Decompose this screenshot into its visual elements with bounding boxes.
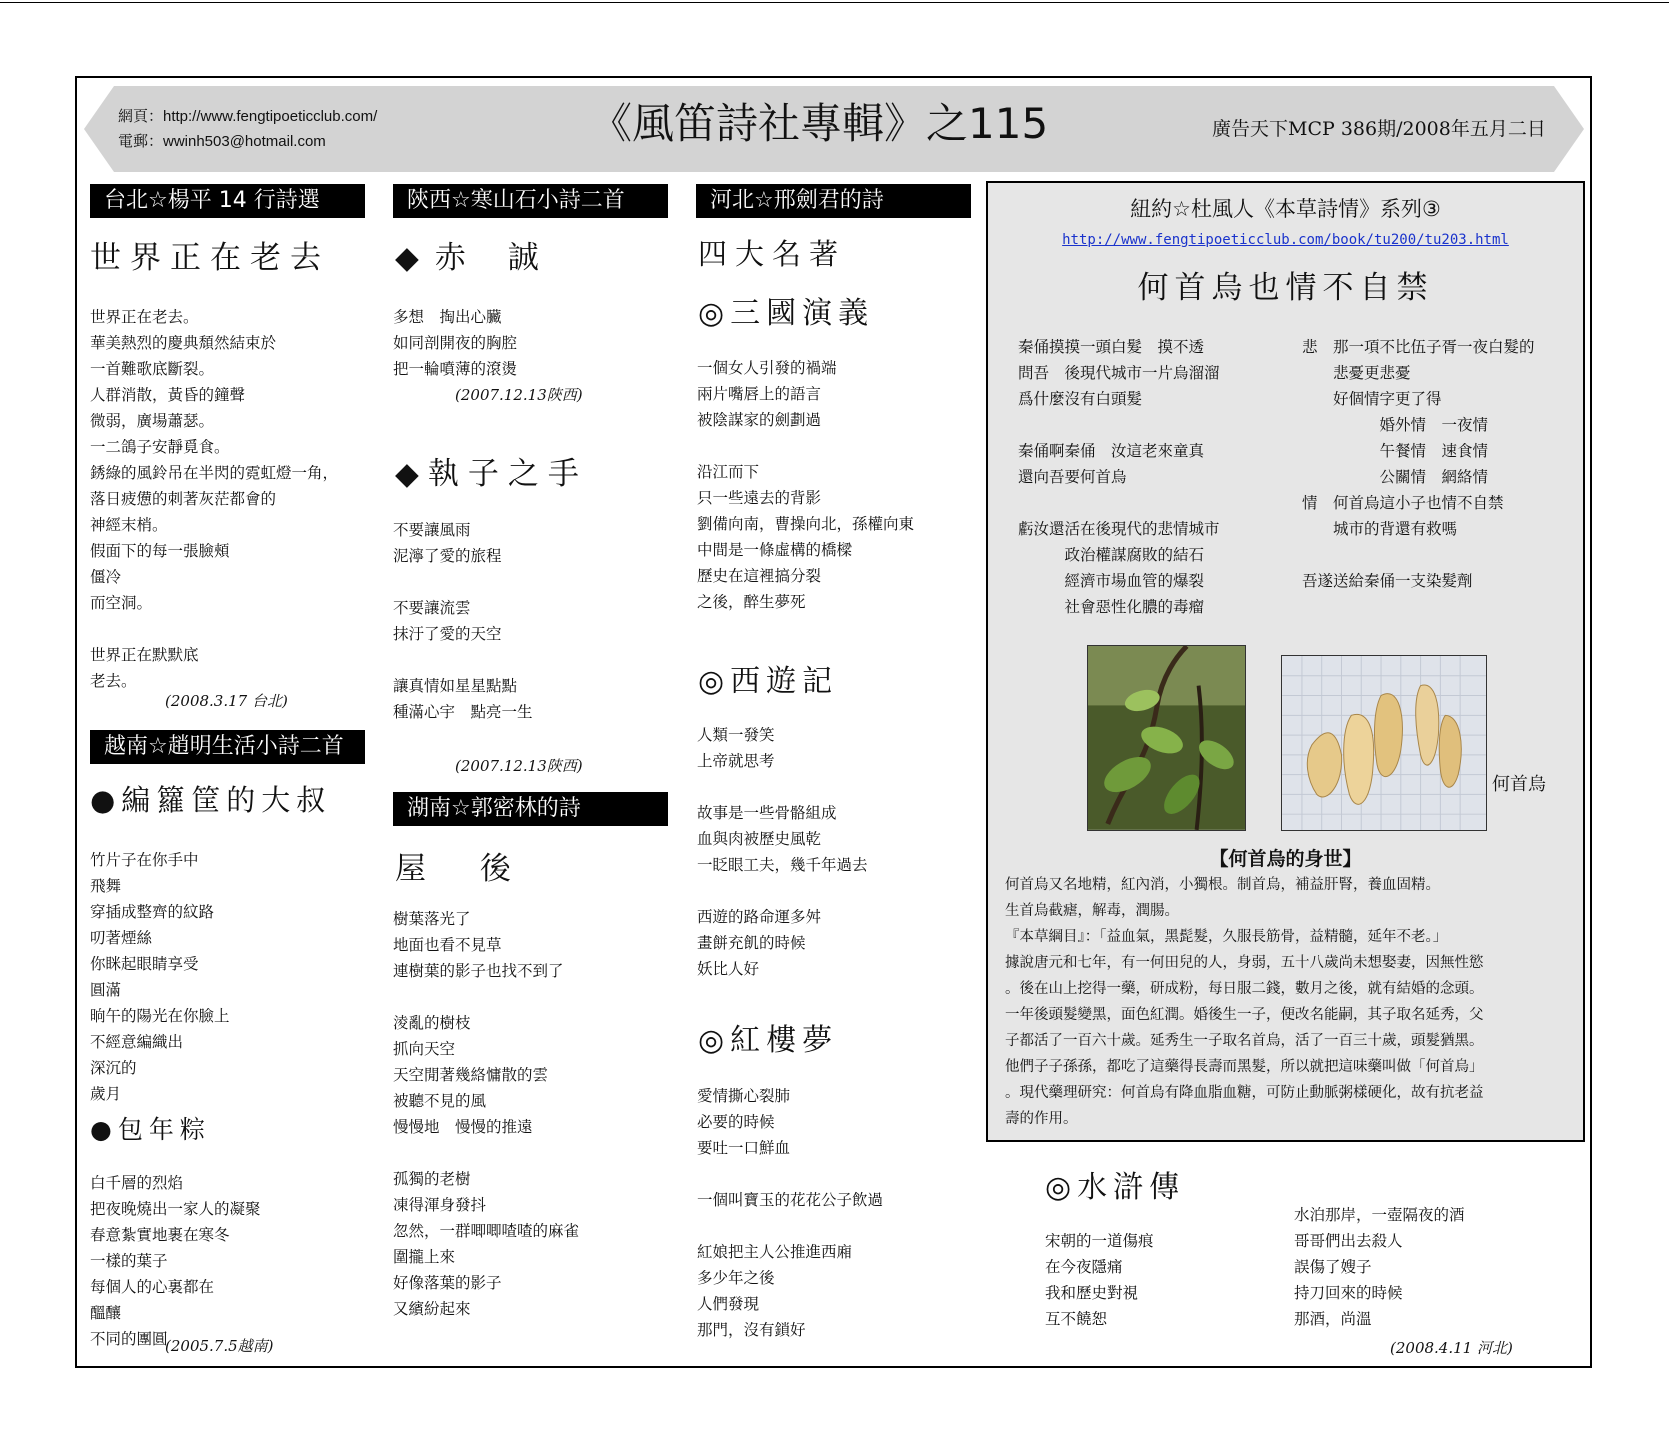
text-line: 劉備向南，曹操向北，孫權向東 xyxy=(697,515,915,533)
poem-subtitle-journey-west: ◎西遊記 xyxy=(698,664,839,699)
text-line: 一樣的葉子 xyxy=(90,1252,168,1270)
text-line: 世界正在老去。 xyxy=(90,308,199,326)
poem-date: (2007.12.13陝西) xyxy=(455,757,583,775)
email-label[interactable]: 電郵：wwinh503@hotmail.com xyxy=(118,133,326,150)
text-line: 僵冷 xyxy=(90,568,122,586)
photo-caption: 何首烏 xyxy=(1492,774,1546,795)
text-line: 經濟市場血管的爆裂 xyxy=(1018,572,1205,590)
text-line: 你眯起眼睛享受 xyxy=(90,955,199,973)
text-line: 那酒，尚溫 xyxy=(1294,1310,1372,1328)
text-line: 不要讓風雨 xyxy=(393,521,471,539)
poem-title-sincerity: ◆赤 誠 xyxy=(395,240,555,276)
text-line: 連樹葉的影子也找不到了 xyxy=(393,962,564,980)
text-line: 地面也看不見草 xyxy=(393,936,502,954)
text-line: 晌午的陽光在你臉上 xyxy=(90,1007,230,1025)
contact-info xyxy=(118,104,377,154)
source-link[interactable]: http://www.fengtipoeticclub.com/book/tu200/tu203.html xyxy=(1062,232,1509,248)
text-line: 穿插成整齊的紋路 xyxy=(90,903,215,921)
text-line: 多想 掏出心臟 xyxy=(393,308,502,326)
poem-subtitle-three-kingdoms: ◎三國演義 xyxy=(698,296,875,331)
text-line: 淩亂的樹枝 xyxy=(393,1014,471,1032)
text-line xyxy=(1018,412,1220,438)
text-line: 世界正在默默底 xyxy=(90,646,199,664)
poem-body-three-kingdoms xyxy=(697,355,914,615)
text-line: 一二鴿子安靜覓食。 xyxy=(90,438,230,456)
text-line: 爲什麼沒有白頭髮 xyxy=(1018,390,1143,408)
text-line: 抓向天空 xyxy=(393,1040,456,1058)
text-line: 假面下的每一張臉頰 xyxy=(90,542,230,560)
text-line: 之後，醉生夢死 xyxy=(697,593,806,611)
text-line: 據說唐元和七年，有一何田兒的人，身弱，五十八歲尚未想娶妻，因無性慾 xyxy=(1005,955,1484,971)
text-line: 一個叫寶玉的花花公子飲過 xyxy=(697,1191,884,1209)
text-line: 只一些遠去的背影 xyxy=(697,489,822,507)
text-line: 壽的作用。 xyxy=(1005,1111,1078,1127)
text-line: 他們子子孫孫，都吃了這藥得長壽而黑髮，所以就把這味藥叫做「何首烏」 xyxy=(1005,1059,1484,1075)
text-line: 白千層的烈焰 xyxy=(90,1174,184,1192)
text-line: 好像落葉的影子 xyxy=(393,1274,502,1292)
text-line: 歲月 xyxy=(90,1085,122,1103)
text-line: 老去。 xyxy=(90,672,137,690)
text-line: 把夜晚燒出一家人的凝聚 xyxy=(90,1200,261,1218)
text-line: 深沉的 xyxy=(90,1059,137,1077)
text-line: 午餐情 速食情 xyxy=(1302,442,1489,460)
poem-title-behind-house: 屋 後 xyxy=(395,851,533,887)
prose-title: 【何首烏的身世】 xyxy=(1209,848,1362,870)
text-line: 我和歷史對視 xyxy=(1045,1284,1139,1302)
poem-title-hold-hands: ◆執子之手 xyxy=(395,456,588,492)
text-line: 把一輪噴薄的滾燙 xyxy=(393,360,518,378)
text-line: 每個人的心裏都在 xyxy=(90,1278,215,1296)
text-line: 城市的背還有救嗎 xyxy=(1302,520,1458,538)
text-line: 還向吾要何首烏 xyxy=(1018,468,1127,486)
text-line: 『本草綱目』：「益血氣，黑髭髮，久服長筋骨，益精髓，延年不老。」 xyxy=(1005,929,1448,945)
text-line xyxy=(697,1213,883,1239)
text-line: 慢慢地 慢慢的推遠 xyxy=(393,1118,533,1136)
text-line xyxy=(1045,1202,1154,1228)
page-title: 《風笛詩社專輯》之115 xyxy=(590,99,1049,148)
text-line: 紅娘把主人公推進西廂 xyxy=(697,1243,853,1261)
poem-date: (2005.7.5越南) xyxy=(165,1337,274,1355)
text-line: 宋朝的一道傷痕 xyxy=(1045,1232,1154,1250)
text-line: 婚外情 一夜情 xyxy=(1302,416,1489,434)
text-line: 華美熱烈的慶典頹然結束於 xyxy=(90,334,277,352)
text-line: 子都活了一百六十歲。延秀生一子取名首烏，活了一百三十歲，頭髮猶黑。 xyxy=(1005,1033,1484,1049)
poem-title-heshouwu: 何首烏也情不自禁 xyxy=(1137,270,1434,306)
section-header-vietnam: 越南☆趙明生活小詩二首 xyxy=(90,730,365,764)
poem-title-basket-uncle: ●編籮筐的大叔 xyxy=(90,783,332,817)
poem-body-water-margin-right xyxy=(1294,1202,1465,1332)
text-line: 故事是一些骨骼組成 xyxy=(697,804,837,822)
text-line: 飛舞 xyxy=(90,877,122,895)
text-line: 多少年之後 xyxy=(697,1269,775,1287)
text-line: 歷史在這裡搞分裂 xyxy=(697,567,822,585)
heshouwu-plant-photo xyxy=(1087,645,1246,831)
text-line: 忽然，一群唧唧喳喳的麻雀 xyxy=(393,1222,580,1240)
text-line: 叨著煙絲 xyxy=(90,929,153,947)
text-line xyxy=(697,433,914,459)
section-header-newyork: 紐約☆杜風人《本草詩情》系列③ xyxy=(1130,197,1441,221)
heshouwu-prose xyxy=(1005,872,1565,1132)
text-line: 悲憂更悲憂 xyxy=(1302,364,1411,382)
text-line: 悲 那一項不比伍子胥一夜白髮的 xyxy=(1302,338,1535,356)
text-line: 兩片嘴唇上的語言 xyxy=(697,385,822,403)
text-line: 一首難歌底斷裂。 xyxy=(90,360,215,378)
text-line: 中間是一條虛構的橋樑 xyxy=(697,541,853,559)
text-line: 孤獨的老樹 xyxy=(393,1170,471,1188)
text-line: 要吐一口鮮血 xyxy=(697,1139,791,1157)
text-line: 妖比人好 xyxy=(697,960,760,978)
poem-body-water-margin-left xyxy=(1045,1202,1154,1332)
section-header-taipei: 台北☆楊平 14 行詩選 xyxy=(90,184,365,218)
text-line xyxy=(697,1161,883,1187)
poem-title-four-classics: 四大名著 xyxy=(698,237,847,271)
text-line: 一眨眼工夫，幾千年過去 xyxy=(697,856,868,874)
text-line: 抹汙了愛的天空 xyxy=(393,625,502,643)
poem-body-behind-house xyxy=(393,906,579,1322)
text-line: 互不饒恕 xyxy=(1045,1310,1108,1328)
poem-title-new-year-zongzi: ●包年粽 xyxy=(90,1115,211,1144)
text-line: 沿江而下 xyxy=(697,463,760,481)
text-line: 在今夜隱痛 xyxy=(1045,1258,1123,1276)
poem-body-journey-west xyxy=(697,722,868,982)
website-label[interactable]: 網頁：http://www.fengtipoeticclub.com/ xyxy=(118,108,378,125)
text-line: 必要的時候 xyxy=(697,1113,775,1131)
text-line: 醞釀 xyxy=(90,1304,122,1322)
poem-date: (2008.4.11 河北) xyxy=(1390,1339,1513,1357)
text-line xyxy=(90,616,338,642)
text-line: 一個女人引發的禍端 xyxy=(697,359,837,377)
text-line: 不要讓流雲 xyxy=(393,599,471,617)
text-line: 人群消散，黃昏的鐘聲 xyxy=(90,386,246,404)
poem-body-sincerity xyxy=(393,304,517,382)
top-rule xyxy=(0,2,1669,3)
text-line: 持刀回來的時候 xyxy=(1294,1284,1403,1302)
poem-date: (2008.3.17 台北) xyxy=(165,692,288,710)
text-line: 何首烏又名地精，紅內消，小獨根。制首烏，補益肝腎，養血固精。 xyxy=(1005,877,1440,893)
text-line: 春意紮實地裹在寒冬 xyxy=(90,1226,230,1244)
text-line: 落日疲憊的刺著灰茫都會的 xyxy=(90,490,277,508)
text-line xyxy=(1018,490,1220,516)
poem-body-left xyxy=(1018,334,1220,620)
section-header-shaanxi: 陝西☆寒山石小詩二首 xyxy=(393,184,668,218)
section-header-hebei: 河北☆邢劍君的詩 xyxy=(696,184,971,218)
text-line xyxy=(697,878,868,904)
text-line: 天空閒著幾絡慵散的雲 xyxy=(393,1066,549,1084)
text-line: 畫餅充飢的時候 xyxy=(697,934,806,952)
poem-body-right xyxy=(1302,334,1535,594)
text-line: 西遊的路命運多舛 xyxy=(697,908,822,926)
text-line: 被陰謀家的劍劃過 xyxy=(697,411,822,429)
poem-body-new-year-zongzi xyxy=(90,1170,261,1352)
text-line: 銹綠的風鈴吊在半閃的霓虹燈一角， xyxy=(90,464,339,482)
section-header-hunan: 湖南☆郭密林的詩 xyxy=(393,792,668,826)
text-line: 血與肉被歷史風乾 xyxy=(697,830,822,848)
text-line: 。後在山上挖得一藥，研成粉，每日服二錢，數月之後，就有結婚的念頭。 xyxy=(1005,981,1484,997)
poem-body-world-aging xyxy=(90,304,338,694)
poem-body-red-chamber xyxy=(697,1083,883,1343)
text-line: 圓滿 xyxy=(90,981,122,999)
text-line: 樹葉落光了 xyxy=(393,910,471,928)
poem-subtitle-red-chamber: ◎紅樓夢 xyxy=(698,1023,839,1058)
text-line: 問吾 後現代城市一片烏溜溜 xyxy=(1018,364,1220,382)
text-line: 上帝就思考 xyxy=(697,752,775,770)
text-line: 人類一發笑 xyxy=(697,726,775,744)
text-line xyxy=(697,774,868,800)
text-line: 政治權謀腐敗的結石 xyxy=(1018,546,1205,564)
text-line: 秦俑摸摸一頭白髮 摸不透 xyxy=(1018,338,1205,356)
poem-body-basket-uncle xyxy=(90,847,230,1107)
text-line: 一年後頭髮變黑，面色紅潤。婚後生一子，便改名能嗣，其子取名延秀，父 xyxy=(1005,1007,1484,1023)
text-line: 而空洞。 xyxy=(90,594,153,612)
text-line xyxy=(393,569,533,595)
text-line: 泥濘了愛的旅程 xyxy=(393,547,502,565)
text-line: 人們發現 xyxy=(697,1295,760,1313)
text-line: 誤傷了嫂子 xyxy=(1294,1258,1372,1276)
text-line: 那門，沒有鎖好 xyxy=(697,1321,806,1339)
text-line xyxy=(393,984,579,1010)
text-line: 種滿心宇 點亮一生 xyxy=(393,703,533,721)
issue-info: 廣告天下MCP 386期/2008年五月二日 xyxy=(1212,118,1546,140)
poem-body-hold-hands xyxy=(393,517,533,725)
text-line: 公關情 網絡情 xyxy=(1302,468,1489,486)
text-line: 情 何首烏這小子也情不自禁 xyxy=(1302,494,1504,512)
text-line xyxy=(393,647,533,673)
text-line: 。現代藥理研究：何首烏有降血脂血糖，可防止動脈粥樣硬化，故有抗老益 xyxy=(1005,1085,1484,1101)
text-line: 虧汝還活在後現代的悲情城市 xyxy=(1018,520,1220,538)
text-line: 愛情撕心裂肺 xyxy=(697,1087,791,1105)
text-line: 讓真情如星星點點 xyxy=(393,677,518,695)
text-line: 竹片子在你手中 xyxy=(90,851,199,869)
text-line: 不同的團圓 xyxy=(90,1330,168,1348)
text-line: 秦俑啊秦俑 汝這老來童真 xyxy=(1018,442,1205,460)
text-line: 哥哥們出去殺人 xyxy=(1294,1232,1403,1250)
text-line: 水泊那岸，一壺隔夜的酒 xyxy=(1294,1206,1465,1224)
text-line xyxy=(1302,542,1535,568)
text-line: 生首烏截瘧，解毒，潤腸。 xyxy=(1005,903,1179,919)
text-line: 社會惡性化膿的毒瘤 xyxy=(1018,598,1205,616)
heshouwu-root-photo xyxy=(1281,655,1487,831)
text-line: 不經意編織出 xyxy=(90,1033,184,1051)
text-line: 微弱，廣場蕭瑟。 xyxy=(90,412,215,430)
text-line: 好個情字更了得 xyxy=(1302,390,1442,408)
text-line: 圍攏上來 xyxy=(393,1248,456,1266)
poem-title-world-aging: 世界正在老去 xyxy=(90,240,330,276)
text-line: 被聽不見的風 xyxy=(393,1092,487,1110)
text-line: 如同剖開夜的胸腔 xyxy=(393,334,518,352)
text-line: 又繽紛起來 xyxy=(393,1300,471,1318)
text-line: 凍得渾身發抖 xyxy=(393,1196,487,1214)
text-line: 神經末梢。 xyxy=(90,516,168,534)
source-link-wrap xyxy=(986,229,1585,248)
text-line: 吾遂送給秦俑一支染髮劑 xyxy=(1302,572,1473,590)
poem-date: (2007.12.13陝西) xyxy=(455,386,583,404)
text-line xyxy=(393,1140,579,1166)
poem-subtitle-water-margin: ◎水滸傳 xyxy=(1045,1170,1186,1205)
